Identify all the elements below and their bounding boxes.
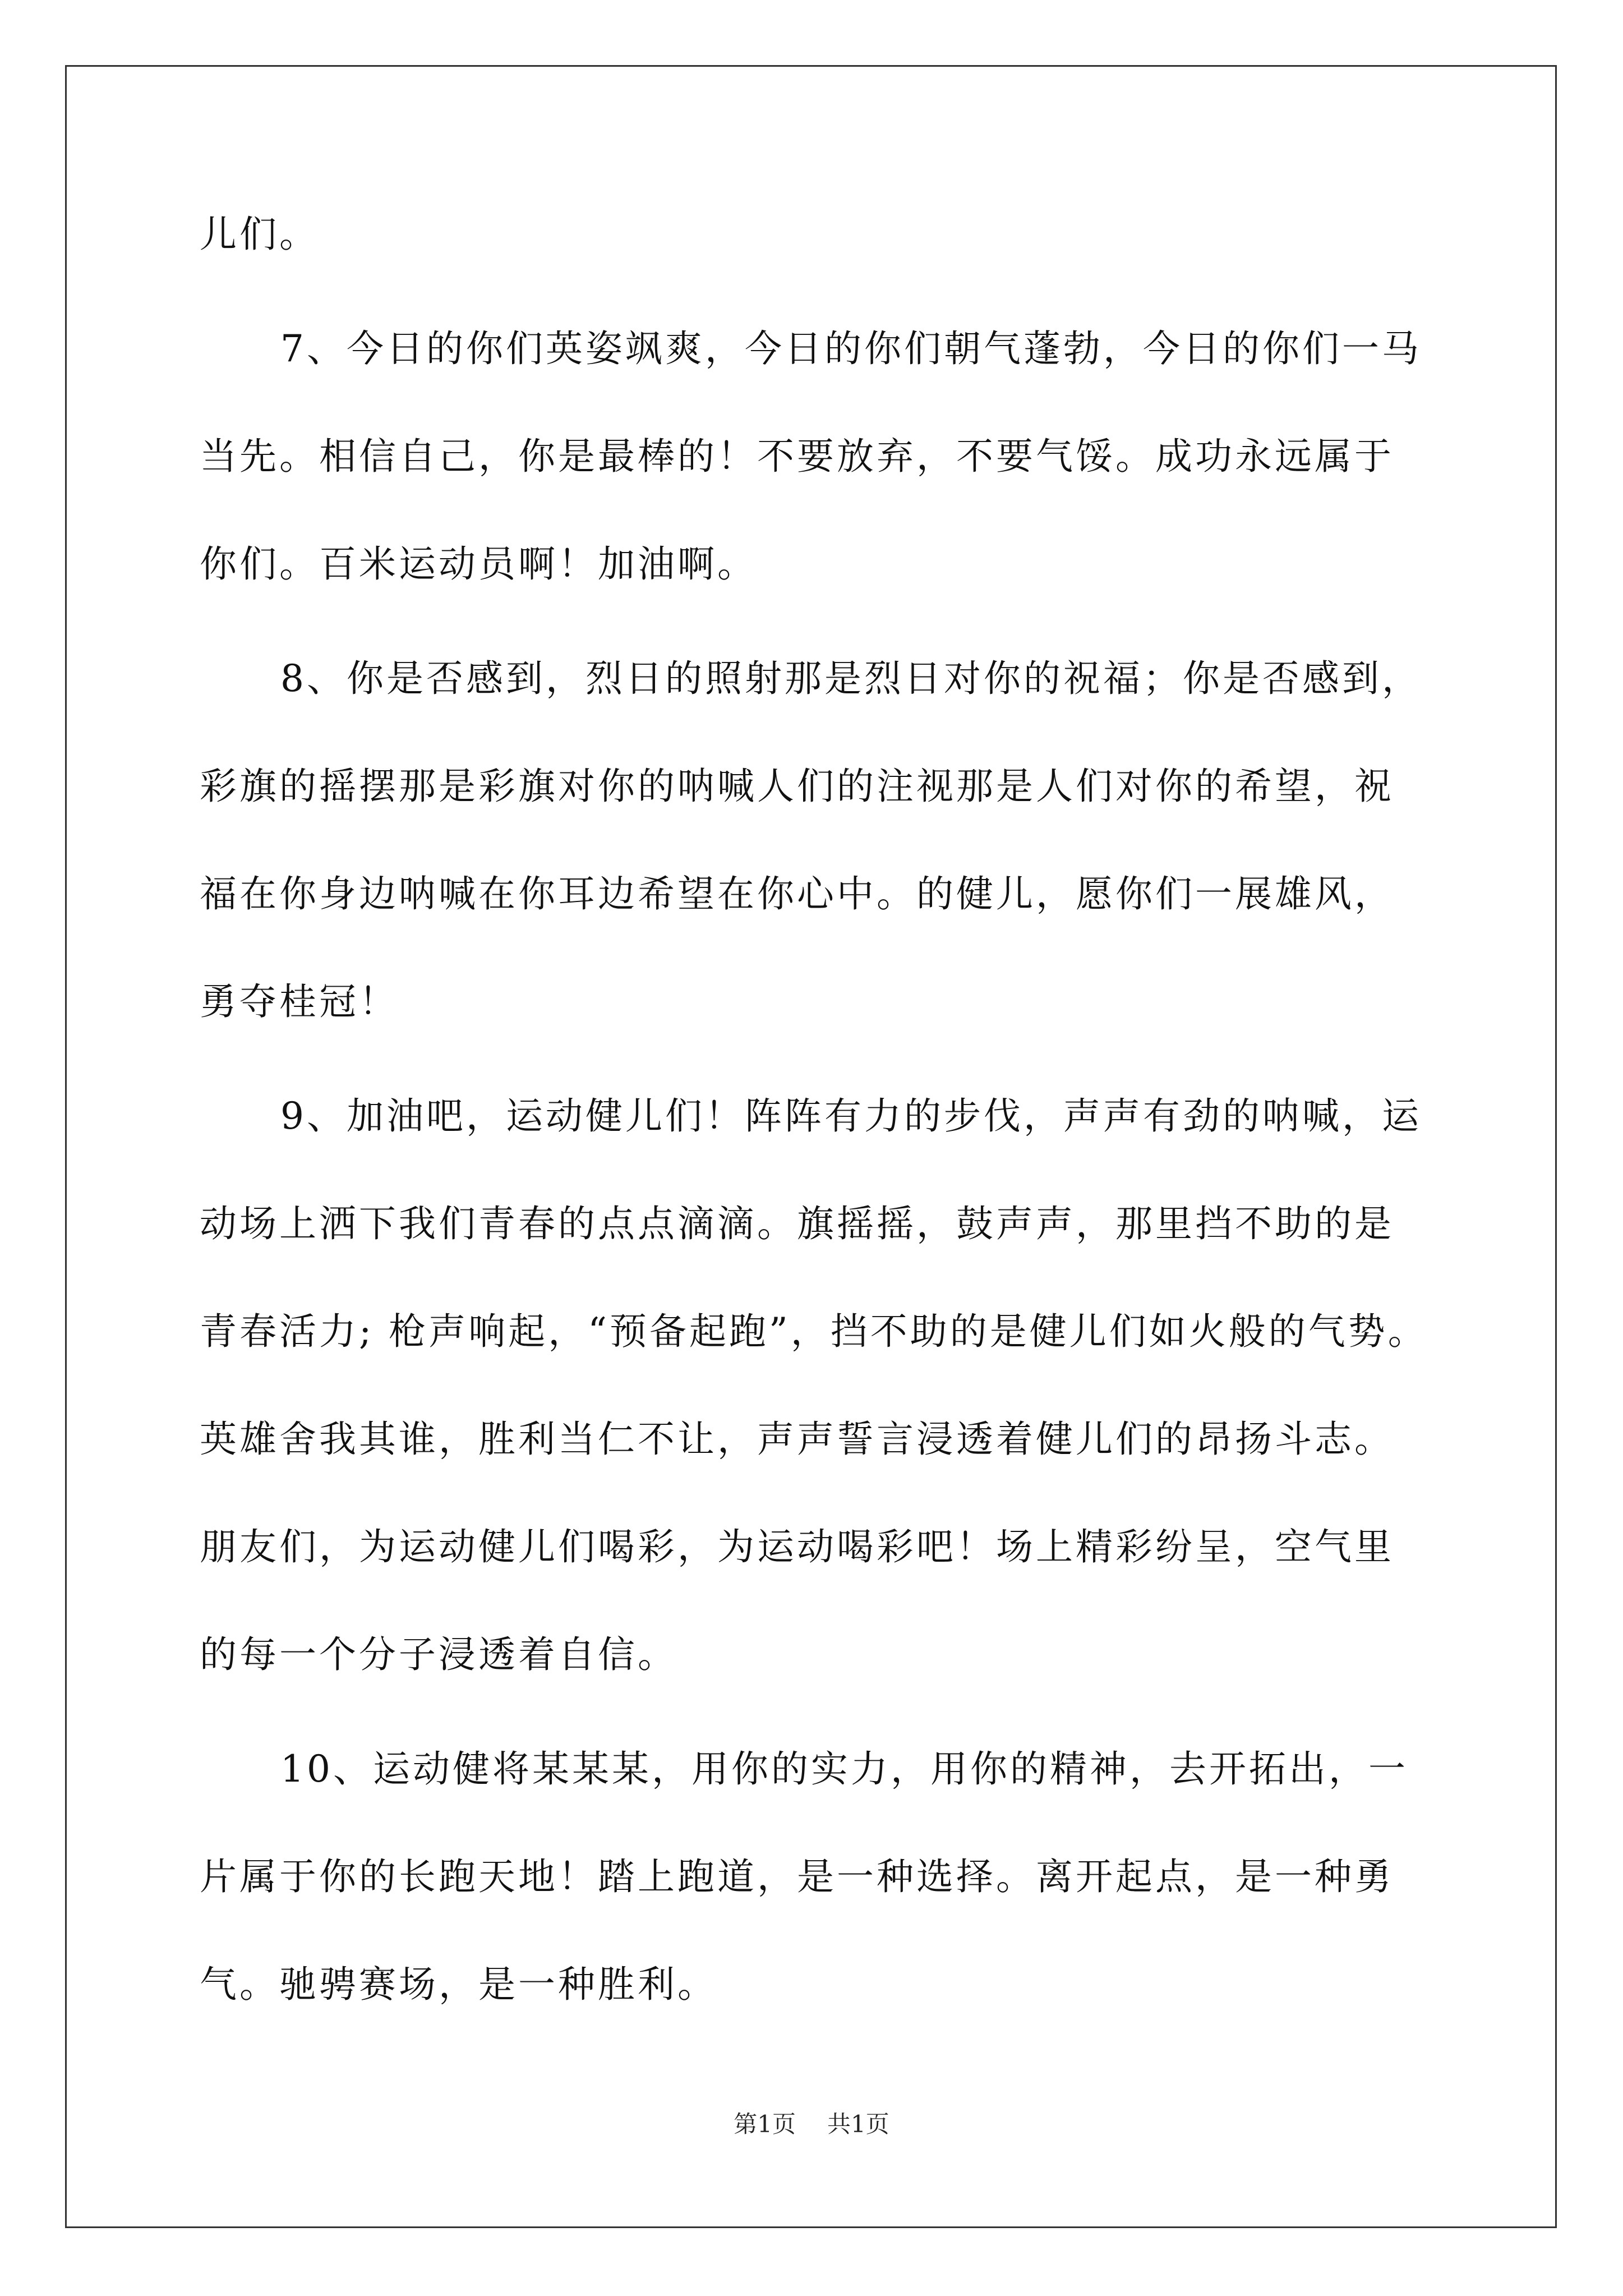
paragraph-line: 的每一个分子浸透着自信。 bbox=[200, 1633, 677, 1676]
paragraph-line: 7、今日的你们英姿飒爽，今日的你们朝气蓬勃，今日的你们一马 bbox=[280, 327, 1422, 370]
paragraph-line: 8、你是否感到，烈日的照射那是烈日对你的祝福；你是否感到， bbox=[280, 657, 1422, 700]
paragraph-line: 9、加油吧，运动健儿们！阵阵有力的步伐，声声有劲的呐喊，运 bbox=[280, 1094, 1422, 1138]
page-number: 第1页 bbox=[734, 2110, 796, 2138]
paragraph-line: 福在你身边呐喊在你耳边希望在你心中。的健儿，愿你们一展雄风， bbox=[200, 872, 1394, 915]
paragraph-line: 当先。相信自己，你是最棒的！不要放弃，不要气馁。成功永远属于 bbox=[200, 435, 1394, 478]
paragraph-line: 英雄舍我其谁，胜利当仁不让，声声誓言浸透着健儿们的昂扬斗志。 bbox=[200, 1418, 1394, 1461]
paragraph-line: 10、运动健将某某某，用你的实力，用你的精神，去开拓出，一 bbox=[280, 1747, 1408, 1791]
paragraph-line: 气。驰骋赛场，是一种胜利。 bbox=[200, 1963, 717, 2006]
paragraph-line: 儿们。 bbox=[200, 213, 319, 256]
paragraph-line: 朋友们，为运动健儿们喝彩，为运动喝彩吧！场上精彩纷呈，空气里 bbox=[200, 1525, 1394, 1568]
paragraph-line: 你们。百米运动员啊！加油啊。 bbox=[200, 542, 757, 586]
page-total: 共1页 bbox=[827, 2110, 889, 2138]
page-footer bbox=[0, 2109, 1623, 2139]
document-body bbox=[200, 208, 1428, 2012]
paragraph-line: 勇夺桂冠！ bbox=[200, 980, 399, 1023]
paragraph-line: 片属于你的长跑天地！踏上跑道，是一种选择。离开起点，是一种勇 bbox=[200, 1855, 1394, 1898]
paragraph-line: 动场上洒下我们青春的点点滴滴。旗摇摇，鼓声声，那里挡不助的是 bbox=[200, 1202, 1394, 1245]
paragraph-line: 青春活力; 枪声响起，“预备起跑”，挡不助的是健儿们如火般的气势。 bbox=[200, 1310, 1428, 1353]
paragraph-line: 彩旗的摇摆那是彩旗对你的呐喊人们的注视那是人们对你的希望，祝 bbox=[200, 765, 1394, 808]
